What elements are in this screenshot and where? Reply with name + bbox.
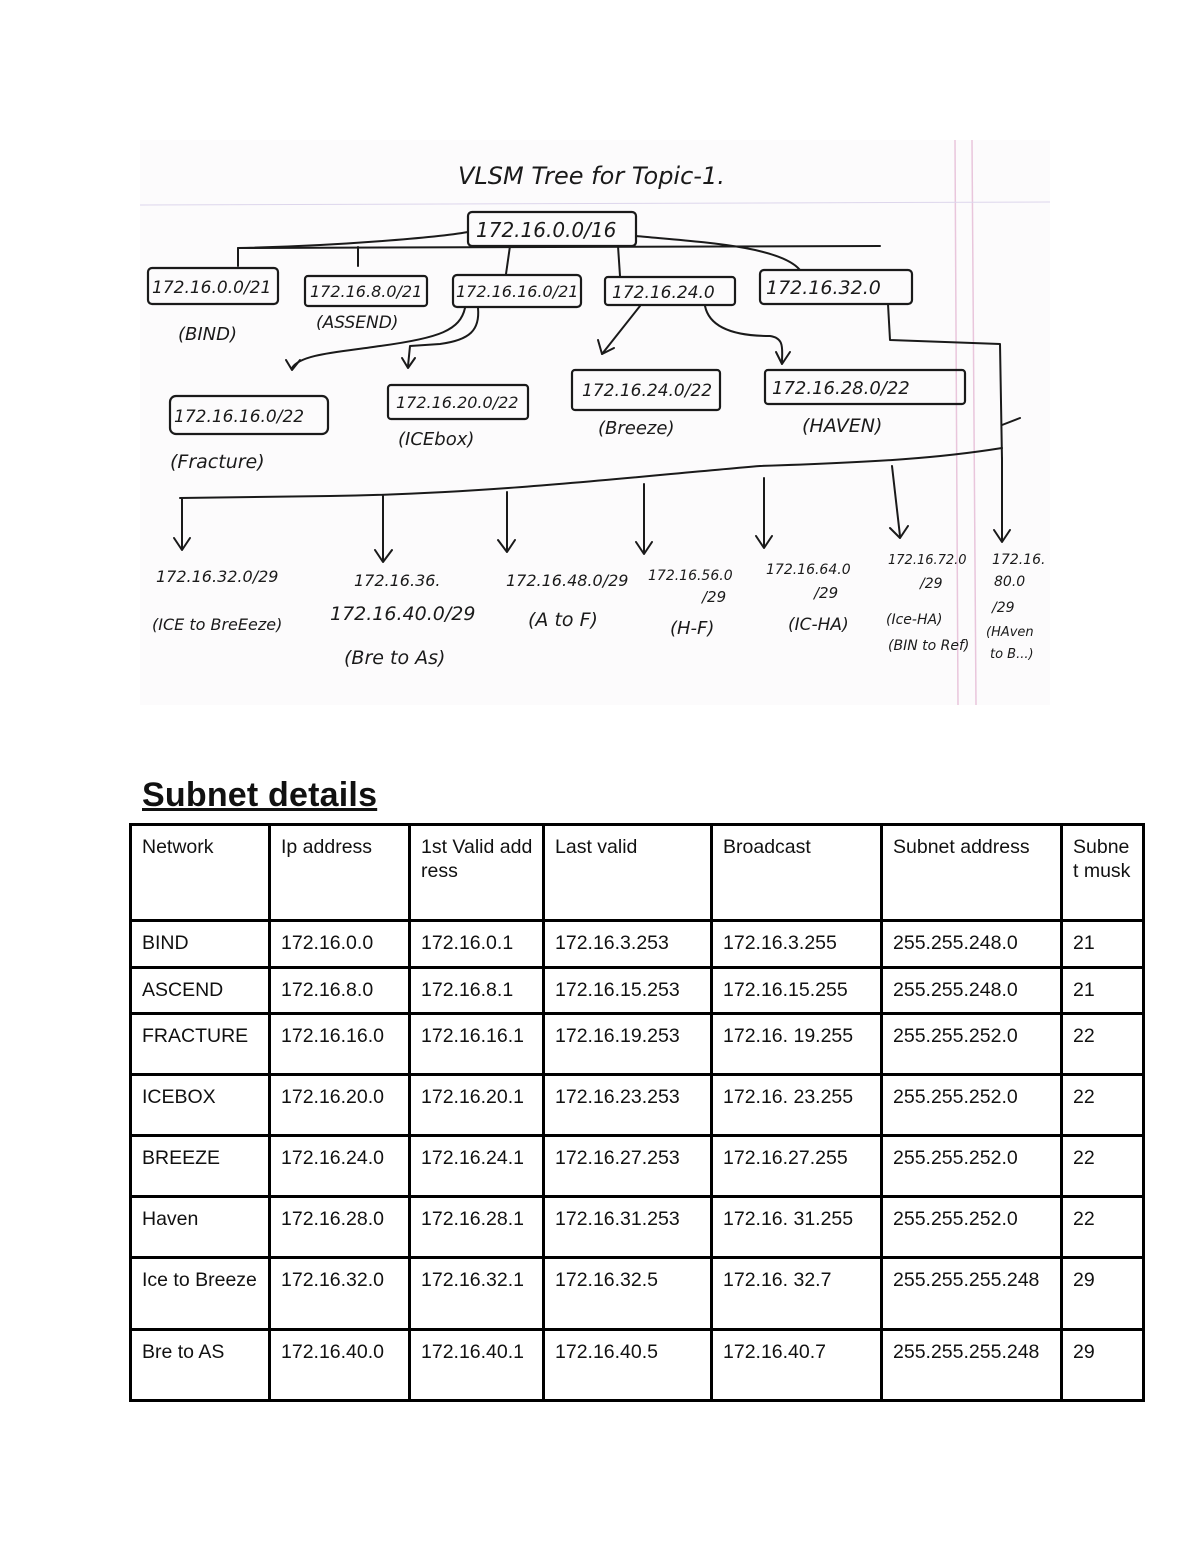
vlsm-tree-diagram — [140, 140, 1050, 705]
table-cell: 172.16.15.253 — [544, 968, 712, 1014]
table-cell: 172.16.32.0 — [270, 1258, 410, 1330]
table-cell: 172.16.31.253 — [544, 1197, 712, 1258]
leaf-name: (A to F) — [528, 609, 598, 631]
node-name: (ICEbox) — [398, 429, 475, 450]
connector — [238, 232, 468, 266]
table-cell: 21 — [1062, 921, 1144, 968]
table-cell: 172.16. 32.7 — [712, 1258, 882, 1330]
table-cell: 255.255.255.248 — [882, 1330, 1062, 1401]
leaf-name: (Ice-HA) — [886, 612, 943, 628]
header-cell: Last valid — [544, 825, 712, 921]
node-ip: 172.16.24.0 — [612, 283, 715, 303]
leaf-name: (HAven — [986, 625, 1034, 640]
leaf-ip: 172.16.40.0/29 — [330, 603, 476, 625]
leaf-ip: 172.16. — [992, 552, 1046, 568]
table-row — [131, 968, 1144, 1014]
table-cell: 172.16.24.0 — [270, 1136, 410, 1197]
arrow-head — [286, 360, 300, 370]
table-cell: 255.255.252.0 — [882, 1136, 1062, 1197]
paper-margin-line — [955, 140, 958, 705]
table-cell: 255.255.252.0 — [882, 1075, 1062, 1136]
table-cell: 172.16.24.1 — [410, 1136, 544, 1197]
table-cell: 255.255.248.0 — [882, 968, 1062, 1014]
connector — [602, 306, 640, 354]
table-row — [131, 1136, 1144, 1197]
leaf-scribble: 172.16.36. — [354, 571, 441, 590]
table-cell: Bre to AS — [131, 1330, 270, 1401]
leaf-ip: 172.16.72.0 — [888, 553, 967, 568]
connector — [636, 236, 800, 270]
leaf-name-2: to B...) — [990, 647, 1034, 662]
leaf-name: (IC-HA) — [788, 615, 849, 635]
table-cell: 29 — [1062, 1330, 1144, 1401]
connector — [238, 246, 880, 248]
table-cell: 255.255.252.0 — [882, 1014, 1062, 1075]
header-cell: Ip address — [270, 825, 410, 921]
table-row — [131, 1330, 1144, 1401]
table-cell: 21 — [1062, 968, 1144, 1014]
table-cell: 172.16.40.5 — [544, 1330, 712, 1401]
table-cell: 172.16.0.0 — [270, 921, 410, 968]
node-ip: 172.16.8.0/21 — [310, 282, 423, 301]
connector — [892, 466, 900, 536]
node-name: (Breeze) — [598, 418, 675, 439]
table-cell: 22 — [1062, 1136, 1144, 1197]
header-cell: Broadcast — [712, 825, 882, 921]
table-cell: 172.16.3.255 — [712, 921, 882, 968]
connector — [408, 308, 478, 366]
header-cell: Subnet musk — [1062, 825, 1144, 921]
header-cell: 1st Valid address — [410, 825, 544, 921]
table-cell: 172.16.8.1 — [410, 968, 544, 1014]
node-name: (Fracture) — [170, 451, 265, 473]
table-row — [131, 921, 1144, 968]
table-cell: 172.16.28.1 — [410, 1197, 544, 1258]
table-cell: 255.255.248.0 — [882, 921, 1062, 968]
table-cell: 172.16.40.7 — [712, 1330, 882, 1401]
paper-grid-line — [140, 202, 1050, 205]
table-row — [131, 1197, 1144, 1258]
leaf-ip: 172.16.32.0/29 — [156, 567, 279, 586]
node-name: (HAVEN) — [802, 415, 883, 437]
node-name: (ASSEND) — [316, 313, 399, 333]
node-ip: 172.16.20.0/22 — [396, 393, 519, 412]
table-cell: 172.16.3.253 — [544, 921, 712, 968]
connector — [506, 246, 510, 274]
table-cell: 172.16.40.1 — [410, 1330, 544, 1401]
table-cell: 172.16.27.255 — [712, 1136, 882, 1197]
leaf-mask: /29 — [920, 576, 943, 592]
paper-margin-line — [972, 140, 976, 705]
leaf-mask: /29 — [814, 584, 839, 602]
diagram-title: VLSM Tree for Topic-1. — [458, 162, 725, 190]
table-cell: 172.16.32.1 — [410, 1258, 544, 1330]
header-cell: Subnet address — [882, 825, 1062, 921]
table-cell: 172.16.8.0 — [270, 968, 410, 1014]
table-cell: 255.255.255.248 — [882, 1258, 1062, 1330]
table-cell: 172.16. 23.255 — [712, 1075, 882, 1136]
table-cell: BIND — [131, 921, 270, 968]
connector — [1002, 418, 1020, 425]
root-label: 172.16.0.0/16 — [476, 218, 617, 242]
table-cell: FRACTURE — [131, 1014, 270, 1075]
table-cell: 22 — [1062, 1197, 1144, 1258]
table-row — [131, 1258, 1144, 1330]
table-cell: 172.16.27.253 — [544, 1136, 712, 1197]
node-name: (BIND) — [178, 324, 238, 345]
table-cell: 29 — [1062, 1258, 1144, 1330]
leaf-ip-2: 80.0 — [994, 574, 1026, 590]
table-cell: 172.16.32.5 — [544, 1258, 712, 1330]
leaf-ip: 172.16.48.0/29 — [506, 571, 629, 590]
vlsm-tree-sketch — [140, 140, 1050, 705]
connector — [618, 246, 620, 276]
leaf-name: (ICE to BreEeze) — [152, 615, 283, 634]
table-row — [131, 1075, 1144, 1136]
section-title: Subnet details — [142, 776, 378, 814]
node-ip: 172.16.0.0/21 — [152, 278, 272, 298]
leaf-name: (Bre to As) — [344, 647, 446, 669]
table-cell: ASCEND — [131, 968, 270, 1014]
node-ip: 172.16.16.0/22 — [174, 407, 305, 427]
connector — [180, 448, 1002, 498]
leaf-ip: 172.16.56.0 — [648, 568, 733, 584]
table-cell: 22 — [1062, 1075, 1144, 1136]
subnet-details-table — [129, 823, 1145, 1402]
leaf-mask: /29 — [992, 600, 1015, 616]
table-cell: 22 — [1062, 1014, 1144, 1075]
leaf-name-2: (BIN to Ref) — [888, 638, 970, 654]
node-ip: 172.16.24.0/22 — [582, 381, 713, 401]
leaf-name: (H-F) — [670, 618, 715, 639]
table-cell: 172.16.23.253 — [544, 1075, 712, 1136]
leaf-mask: /29 — [702, 588, 727, 606]
node-ip: 172.16.32.0 — [766, 277, 881, 299]
table-cell: 172.16.20.1 — [410, 1075, 544, 1136]
table-cell: BREEZE — [131, 1136, 270, 1197]
table-cell: 172.16.0.1 — [410, 921, 544, 968]
leaf-ip: 172.16.64.0 — [766, 562, 851, 578]
table-header-row — [131, 825, 1144, 921]
table-cell: 172.16.40.0 — [270, 1330, 410, 1401]
header-cell: Network — [131, 825, 270, 921]
table-cell: 255.255.252.0 — [882, 1197, 1062, 1258]
table-cell: 172.16.16.1 — [410, 1014, 544, 1075]
table-cell: 172.16. 19.255 — [712, 1014, 882, 1075]
table-cell: 172.16.28.0 — [270, 1197, 410, 1258]
table-row — [131, 1014, 1144, 1075]
table-cell: 172.16.15.255 — [712, 968, 882, 1014]
table-cell: Haven — [131, 1197, 270, 1258]
connector — [705, 306, 782, 362]
table-cell: ICEBOX — [131, 1075, 270, 1136]
table-cell: 172.16.19.253 — [544, 1014, 712, 1075]
node-ip: 172.16.28.0/22 — [772, 378, 910, 399]
table-cell: 172.16.16.0 — [270, 1014, 410, 1075]
table-cell: 172.16.20.0 — [270, 1075, 410, 1136]
table-cell: Ice to Breeze — [131, 1258, 270, 1330]
table-cell: 172.16. 31.255 — [712, 1197, 882, 1258]
node-ip: 172.16.16.0/21 — [456, 282, 579, 301]
